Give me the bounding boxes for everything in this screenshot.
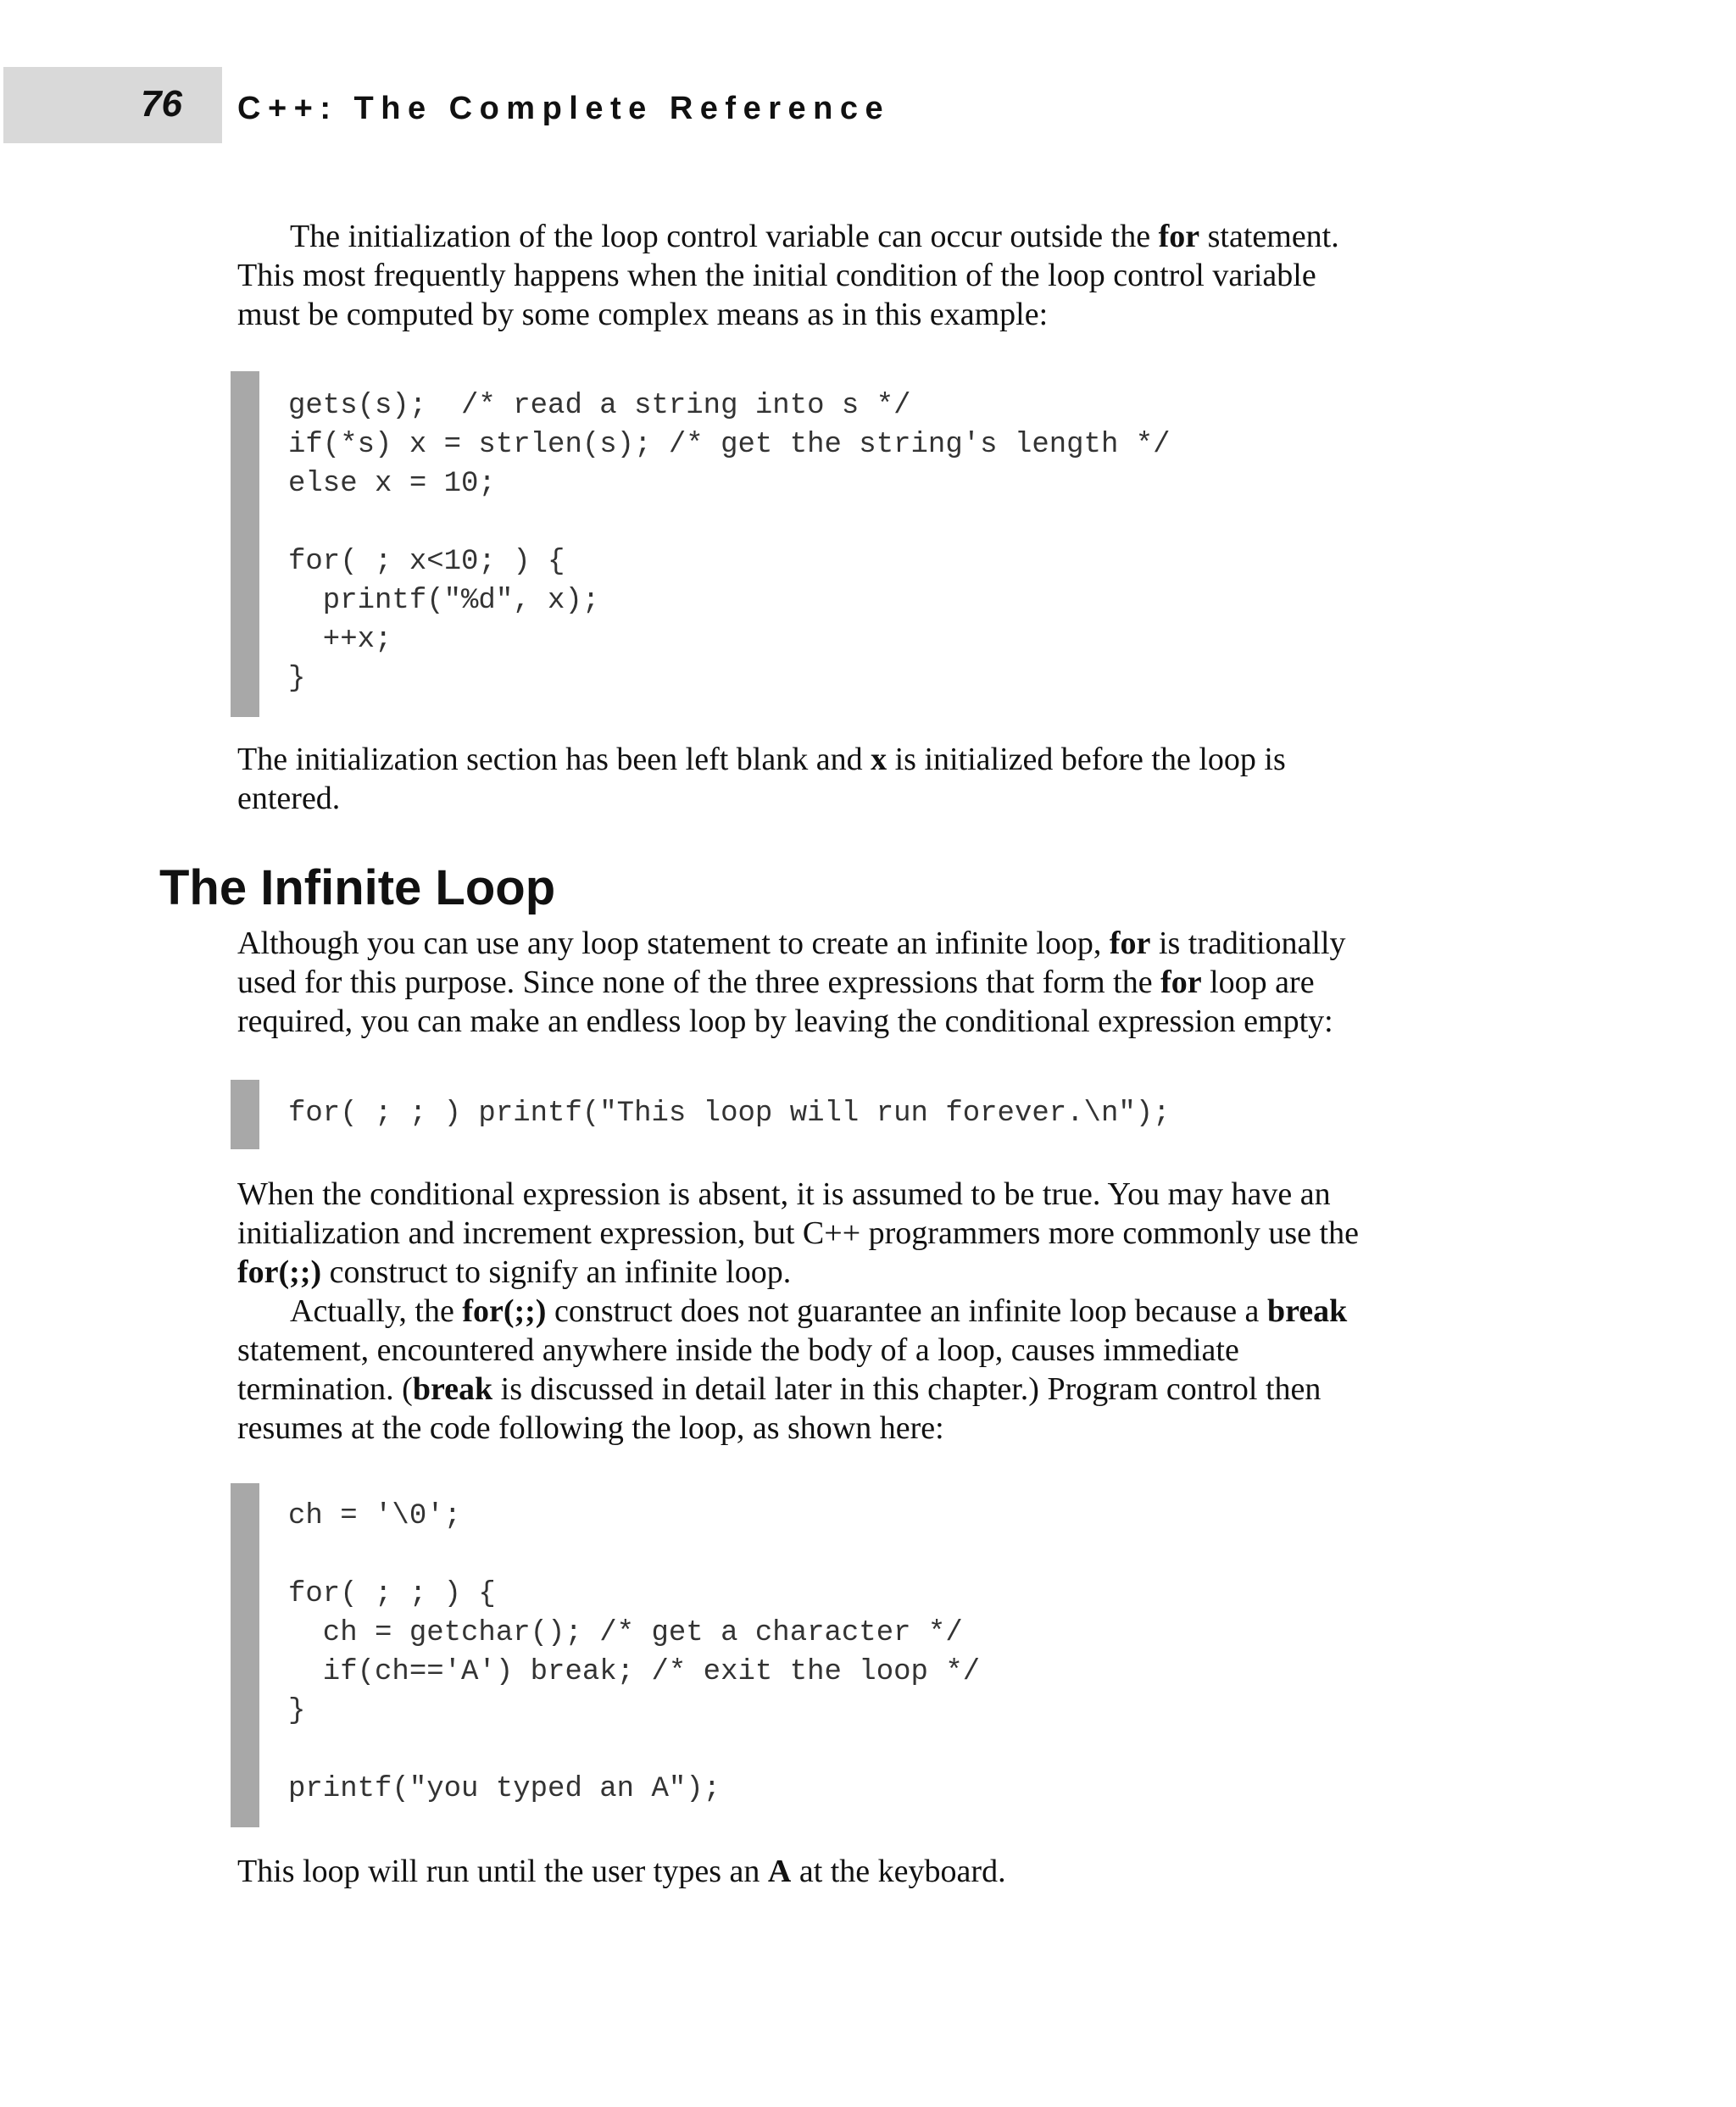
- keyword-x: x: [871, 742, 887, 777]
- text-line: [237, 1370, 1492, 1409]
- text-line: must be computed by some complex means as in this example:: [237, 297, 1049, 332]
- text-run: This loop will run until the user types an: [237, 1854, 768, 1889]
- section-heading: The Infinite Loop: [159, 860, 556, 915]
- code-line: else x = 10;: [288, 468, 496, 500]
- code-line: gets(s); /* read a string into s */: [288, 390, 911, 422]
- code-block-getchar-break: [231, 1483, 1417, 1827]
- text-line: [237, 924, 1492, 963]
- text-line: statement, encountered anywhere inside the body of a loop, causes immediate: [237, 1332, 1239, 1368]
- text-run: termination. (: [237, 1371, 413, 1407]
- keyword-for: for: [1158, 219, 1200, 254]
- code-line: }: [288, 1695, 306, 1727]
- text-run: is discussed in detail later in this chapter.) Program control then: [492, 1371, 1321, 1407]
- keyword-for-construct: for(;;): [462, 1293, 547, 1329]
- text-run: Although you can use any loop statement to create an infinite loop,: [237, 926, 1110, 961]
- code-line: [288, 503, 1171, 542]
- code-line: for( ; ; ) printf("This loop will run forever.\n");: [288, 1098, 1171, 1130]
- keyword-for: for: [1109, 926, 1151, 961]
- code-line: if(*s) x = strlen(s); /* get the string's length */: [288, 429, 1171, 461]
- code-line: }: [288, 663, 306, 695]
- code-listing: [288, 1094, 1171, 1133]
- text-run: construct to signify an infinite loop.: [321, 1254, 792, 1290]
- code-block-bar: [231, 1080, 259, 1149]
- text-run: Actually, the: [290, 1293, 463, 1329]
- text-run: construct does not guarantee an infinite loop because a: [546, 1293, 1267, 1329]
- text-line: initialization and increment expression, but C++ programmers more commonly use the: [237, 1215, 1359, 1251]
- text-run: at the keyboard.: [791, 1854, 1006, 1889]
- code-line: printf("you typed an A");: [288, 1773, 721, 1805]
- code-line: for( ; ; ) {: [288, 1578, 496, 1610]
- text-line: [237, 1292, 1492, 1331]
- code-line: printf("%d", x);: [288, 585, 600, 617]
- paragraph-infinite-loop-intro: [237, 924, 1492, 1041]
- code-line: ++x;: [288, 624, 392, 656]
- text-run: The initialization of the loop control variable can occur outside the: [290, 219, 1159, 254]
- text-run: statement.: [1199, 219, 1339, 254]
- text-run: The initialization section has been left blank and: [237, 742, 871, 777]
- code-block-infinite-for: [231, 1080, 1417, 1149]
- code-line: [288, 1536, 980, 1575]
- keyword-break: break: [1266, 1293, 1348, 1329]
- text-line: [237, 1852, 1492, 1891]
- paragraph-loop-until-a: [237, 1852, 1492, 1891]
- text-line: This most frequently happens when the initial condition of the loop control variable: [237, 258, 1316, 293]
- paragraph-conditional-absent: [237, 1175, 1492, 1292]
- code-listing: [288, 386, 1171, 698]
- text-line: entered.: [237, 781, 341, 816]
- code-line: [288, 1731, 980, 1770]
- code-block-bar: [231, 1483, 259, 1827]
- keyword-break: break: [412, 1371, 493, 1407]
- text-run: is initialized before the loop is: [887, 742, 1286, 777]
- text-line: resumes at the code following the loop, as shown here:: [237, 1410, 944, 1446]
- page-number: 76: [141, 83, 182, 125]
- text-run: loop are: [1201, 965, 1315, 1000]
- text-line: [237, 963, 1492, 1002]
- keyword-for: for: [1160, 965, 1202, 1000]
- code-line: ch = getchar(); /* get a character */: [288, 1617, 963, 1649]
- paragraph-init-blank: [237, 740, 1492, 818]
- text-run: is traditionally: [1150, 926, 1346, 961]
- keyword-a: A: [767, 1854, 792, 1889]
- text-line: When the conditional expression is absent, it is assumed to be true. You may have an: [237, 1176, 1331, 1212]
- page-number-box: [3, 67, 222, 143]
- text-line: required, you can make an endless loop by leaving the conditional expression empty:: [237, 1003, 1333, 1039]
- text-run: used for this purpose. Since none of the three expressions that form the: [237, 965, 1161, 1000]
- text-line: [237, 740, 1492, 779]
- code-block-bar: [231, 371, 259, 717]
- paragraph-loop-init-outside: [237, 217, 1492, 334]
- running-title: C++: The Complete Reference: [237, 91, 891, 126]
- paragraph-break-statement: [237, 1292, 1492, 1448]
- keyword-for-construct: for(;;): [237, 1254, 322, 1290]
- code-listing: [288, 1497, 980, 1809]
- text-line: [237, 1253, 1492, 1292]
- code-line: ch = '\0';: [288, 1500, 462, 1532]
- code-block-strlen-example: [231, 371, 1417, 717]
- code-line: for( ; x<10; ) {: [288, 546, 565, 578]
- code-line: if(ch=='A') break; /* exit the loop */: [288, 1656, 981, 1688]
- text-line: [237, 217, 1492, 256]
